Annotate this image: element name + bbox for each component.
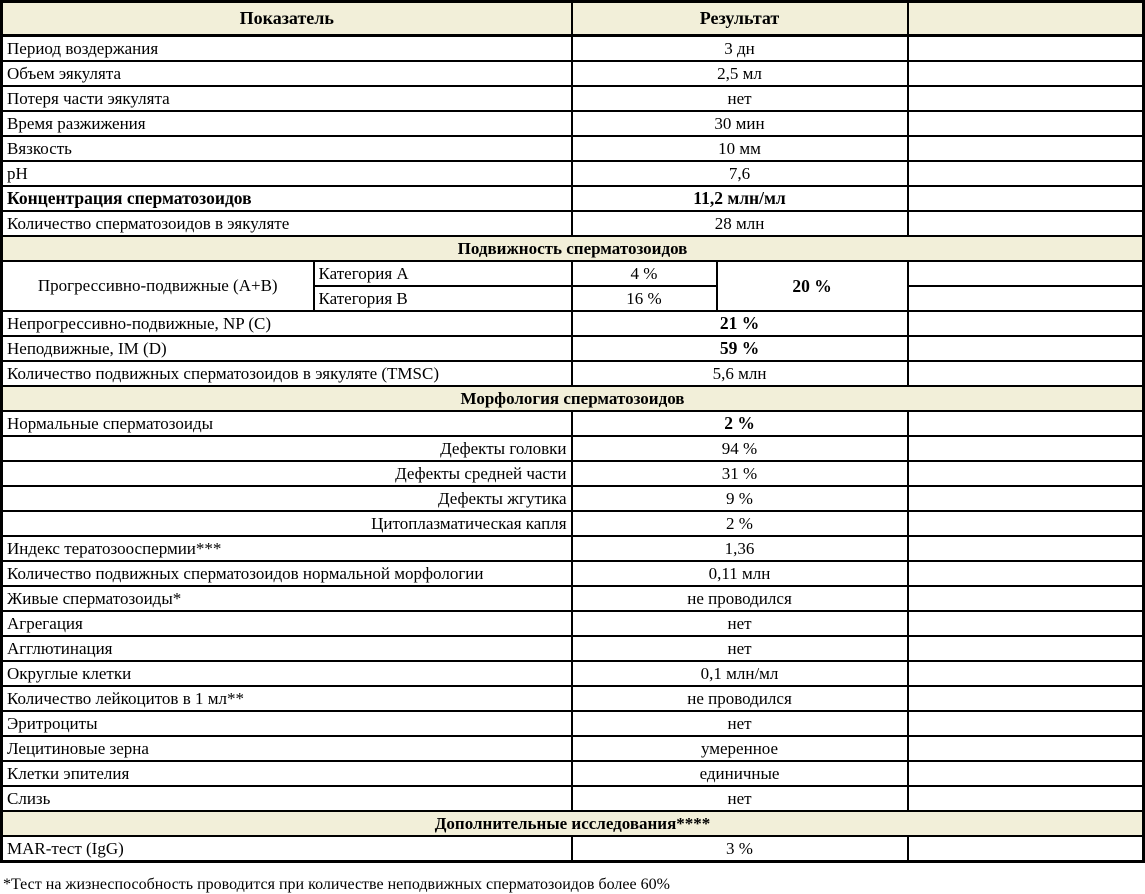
param-label: Количество подвижных сперматозоидов в эякуляте (TMSC) [2, 361, 572, 386]
param-value: 31 % [572, 461, 908, 486]
param-label: Слизь [2, 786, 572, 811]
param-value: 4 % [572, 261, 717, 286]
section-title: Подвижность сперматозоидов [2, 236, 1144, 261]
table-row [2, 611, 1144, 636]
param-label: Эритроциты [2, 711, 572, 736]
reference-cell [908, 786, 1144, 811]
table-row [2, 61, 1144, 86]
param-value: 9 % [572, 486, 908, 511]
reference-cell [908, 686, 1144, 711]
param-value: нет [572, 611, 908, 636]
param-value: 5,6 млн [572, 361, 908, 386]
param-label: pH [2, 161, 572, 186]
table-row [2, 361, 1144, 386]
reference-cell [908, 311, 1144, 336]
table-row [2, 636, 1144, 661]
param-sublabel: Категория А [314, 261, 572, 286]
param-value: 1,36 [572, 536, 908, 561]
param-label: Дефекты средней части [2, 461, 572, 486]
param-label: Количество лейкоцитов в 1 мл** [2, 686, 572, 711]
table-row [2, 711, 1144, 736]
table-row [2, 211, 1144, 236]
table-body [2, 2, 1144, 862]
reference-cell [908, 486, 1144, 511]
param-value: 28 млн [572, 211, 908, 236]
table-row [2, 586, 1144, 611]
table-row [2, 336, 1144, 361]
table-row [2, 161, 1144, 186]
param-label: Нормальные сперматозоиды [2, 411, 572, 436]
table-row [2, 111, 1144, 136]
section-title: Морфология сперматозоидов [2, 386, 1144, 411]
table-row [2, 736, 1144, 761]
section-row [2, 386, 1144, 411]
reference-cell [908, 186, 1144, 211]
param-label: Концентрация сперматозоидов [2, 186, 572, 211]
table-row [2, 411, 1144, 436]
param-label: Лецитиновые зерна [2, 736, 572, 761]
column-header-reference [908, 2, 1144, 36]
param-label: Дефекты головки [2, 436, 572, 461]
param-value: 2 % [572, 411, 908, 436]
param-value: 30 мин [572, 111, 908, 136]
param-value: 0,1 млн/мл [572, 661, 908, 686]
param-value: нет [572, 786, 908, 811]
param-label: Время разжижения [2, 111, 572, 136]
param-value: единичные [572, 761, 908, 786]
table-row [2, 86, 1144, 111]
param-sublabel: Категория В [314, 286, 572, 311]
table-row [2, 836, 1144, 862]
param-value: нет [572, 636, 908, 661]
param-label: Живые сперматозоиды* [2, 586, 572, 611]
reference-cell [908, 211, 1144, 236]
param-label: Дефекты жгутика [2, 486, 572, 511]
param-value: умеренное [572, 736, 908, 761]
reference-cell [908, 536, 1144, 561]
reference-cell [908, 661, 1144, 686]
param-value: нет [572, 86, 908, 111]
reference-cell [908, 561, 1144, 586]
param-value: 16 % [572, 286, 717, 311]
table-row [2, 486, 1144, 511]
param-label: Округлые клетки [2, 661, 572, 686]
header-row [2, 2, 1144, 36]
table-row [2, 261, 1144, 286]
param-label: Прогрессивно-подвижные (А+В) [2, 261, 314, 311]
param-label: Клетки эпителия [2, 761, 572, 786]
reference-cell [908, 736, 1144, 761]
param-label: Цитоплазматическая капля [2, 511, 572, 536]
reference-cell [908, 261, 1144, 286]
table-row [2, 436, 1144, 461]
table-row [2, 786, 1144, 811]
reference-cell [908, 361, 1144, 386]
section-title: Дополнительные исследования**** [2, 811, 1144, 836]
table-row [2, 686, 1144, 711]
param-value: 11,2 млн/мл [572, 186, 908, 211]
reference-cell [908, 611, 1144, 636]
param-label: Агглютинация [2, 636, 572, 661]
table-row [2, 511, 1144, 536]
reference-cell [908, 461, 1144, 486]
param-label: Объем эякулята [2, 61, 572, 86]
param-value: 21 % [572, 311, 908, 336]
param-label: Индекс тератозооспермии*** [2, 536, 572, 561]
reference-cell [908, 711, 1144, 736]
reference-cell [908, 86, 1144, 111]
reference-cell [908, 36, 1144, 62]
reference-cell [908, 161, 1144, 186]
param-value: 94 % [572, 436, 908, 461]
table-row [2, 186, 1144, 211]
table-row [2, 561, 1144, 586]
param-label: Период воздержания [2, 36, 572, 62]
param-value: не проводился [572, 686, 908, 711]
reference-cell [908, 286, 1144, 311]
param-value: 0,11 млн [572, 561, 908, 586]
reference-cell [908, 336, 1144, 361]
reference-cell [908, 761, 1144, 786]
reference-cell [908, 136, 1144, 161]
param-value: 59 % [572, 336, 908, 361]
param-value: 10 мм [572, 136, 908, 161]
reference-cell [908, 411, 1144, 436]
param-value: 7,6 [572, 161, 908, 186]
table-row [2, 761, 1144, 786]
column-header-result: Результат [572, 2, 908, 36]
reference-cell [908, 111, 1144, 136]
reference-cell [908, 836, 1144, 862]
param-value: нет [572, 711, 908, 736]
param-value: 2,5 мл [572, 61, 908, 86]
table-row [2, 461, 1144, 486]
param-label: Количество сперматозоидов в эякуляте [2, 211, 572, 236]
param-value: 2 % [572, 511, 908, 536]
section-row [2, 811, 1144, 836]
param-label: Количество подвижных сперматозоидов нормальной морфологии [2, 561, 572, 586]
param-label: Потеря части эякулята [2, 86, 572, 111]
section-row [2, 236, 1144, 261]
table-row [2, 661, 1144, 686]
table-row [2, 136, 1144, 161]
reference-cell [908, 636, 1144, 661]
reference-cell [908, 586, 1144, 611]
param-total-value: 20 % [717, 261, 908, 311]
reference-cell [908, 61, 1144, 86]
table-row [2, 311, 1144, 336]
table-row [2, 536, 1144, 561]
param-value: 3 % [572, 836, 908, 862]
column-header-parameter: Показатель [2, 2, 572, 36]
reference-cell [908, 511, 1144, 536]
param-value: 3 дн [572, 36, 908, 62]
table-row [2, 36, 1144, 62]
param-label: Непрогрессивно-подвижные, NP (C) [2, 311, 572, 336]
param-label: Агрегация [2, 611, 572, 636]
param-value: не проводился [572, 586, 908, 611]
footnote: *Тест на жизнеспособность проводится при количестве неподвижных сперматозоидов более 60% [3, 876, 670, 893]
param-label: Неподвижные, IM (D) [2, 336, 572, 361]
param-label: Вязкость [2, 136, 572, 161]
param-label: MAR-тест (IgG) [2, 836, 572, 862]
reference-cell [908, 436, 1144, 461]
